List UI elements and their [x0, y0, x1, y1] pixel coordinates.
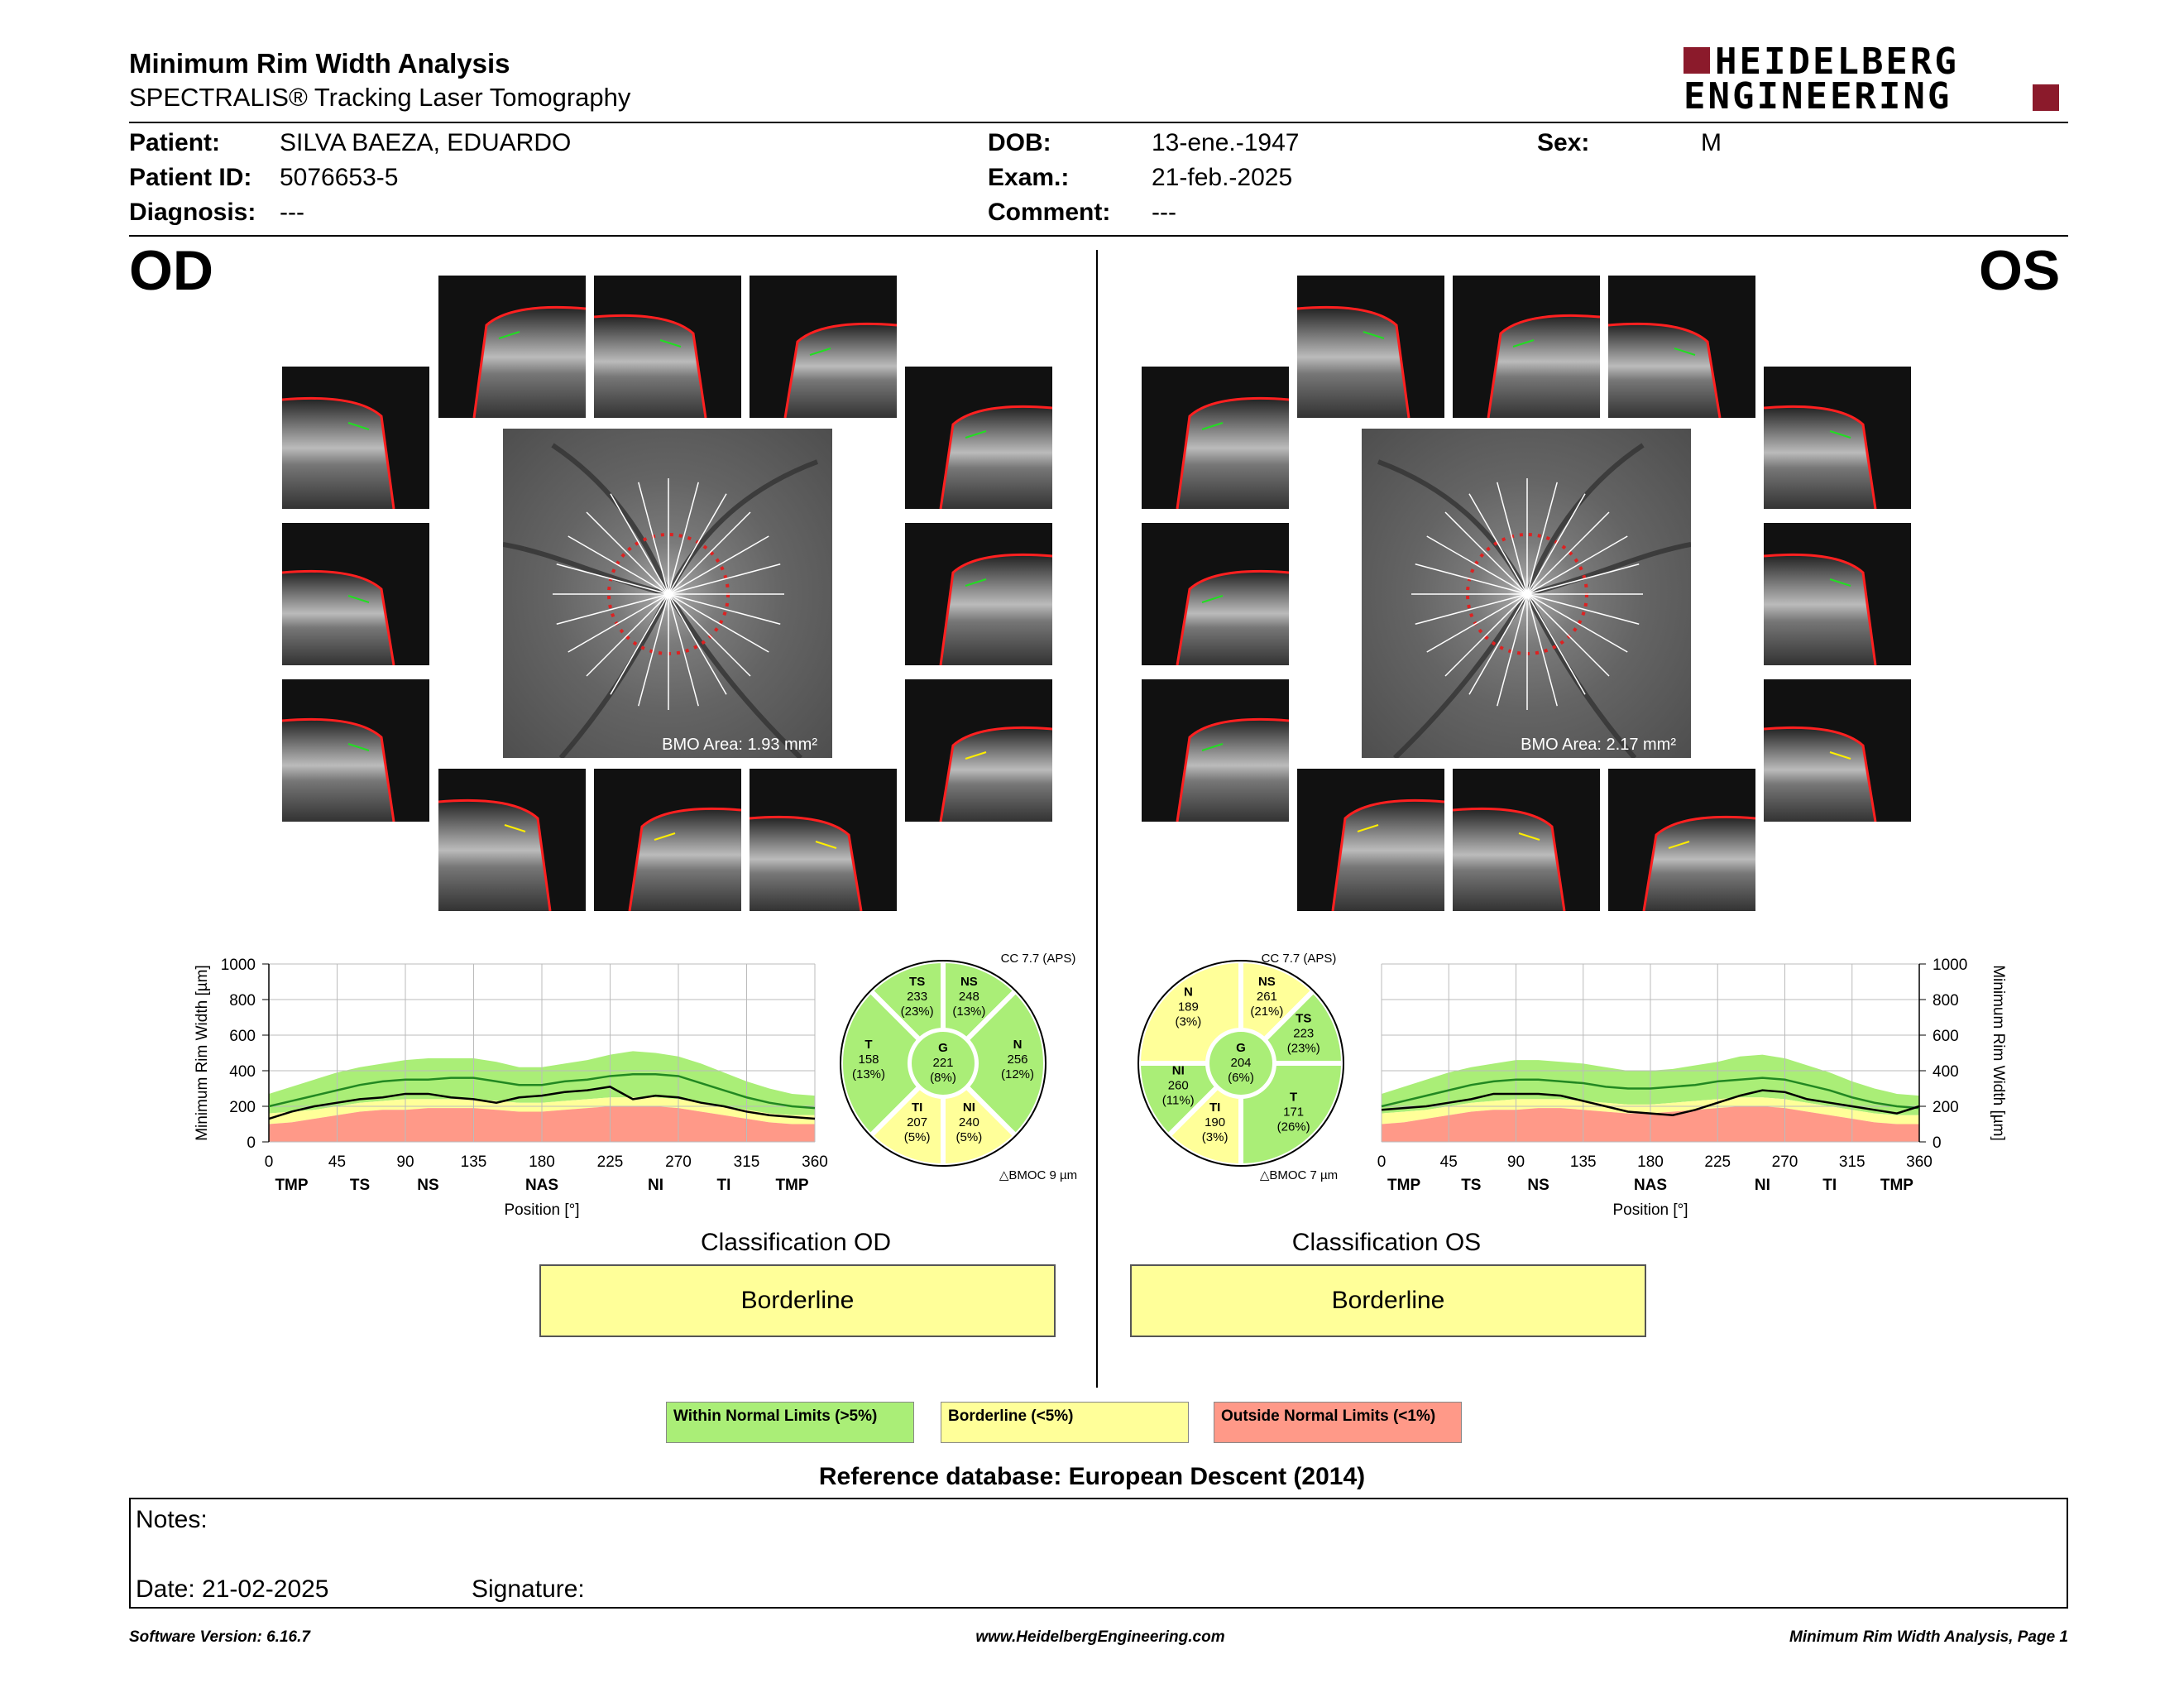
page-info: Minimum Rim Width Analysis, Page 1	[1789, 1628, 2068, 1646]
sector-label: NAS	[1633, 1177, 1668, 1194]
y-tick-label: 1000	[1933, 957, 1968, 974]
sector-text: (13%)	[952, 1005, 986, 1019]
patient-value: SILVA BAEZA, EDUARDO	[280, 129, 572, 156]
logo-line2: ENGINEERING	[1684, 75, 1952, 117]
os-fundus-image	[1362, 429, 1691, 758]
sector-text: (11%)	[1161, 1093, 1195, 1108]
sector-text: TI	[911, 1100, 923, 1115]
patient-id-label: Patient ID:	[129, 164, 252, 191]
od-mrw-chart	[190, 947, 836, 1225]
y-tick-label: 600	[1933, 1028, 1959, 1045]
sector-text: 204	[1230, 1056, 1252, 1070]
x-tick-label: 360	[802, 1153, 828, 1171]
cc-label: CC 7.7 (APS)	[1000, 952, 1076, 966]
legend-outside-normal: Outside Normal Limits (<1%)	[1214, 1402, 1462, 1443]
od-bscan-tile	[594, 769, 741, 911]
y-tick-label: 400	[1933, 1063, 1959, 1081]
os-bscan-tile	[1608, 276, 1755, 418]
sector-text: TI	[1209, 1100, 1221, 1115]
sector-text: 207	[907, 1115, 928, 1129]
sector-text: NS	[960, 975, 978, 990]
od-bscan-tile	[438, 769, 586, 911]
y-tick-label: 400	[229, 1063, 256, 1081]
sector-text: 223	[1293, 1026, 1315, 1041]
os-label: OS	[1979, 239, 2061, 302]
sector-text: T	[864, 1038, 873, 1052]
od-classification-box: Borderline	[539, 1264, 1056, 1337]
reference-database: Reference database: European Descent (2014)	[818, 1463, 1366, 1490]
od-bscan-tile	[750, 769, 897, 911]
sector-label: NI	[648, 1177, 663, 1194]
sector-text: (23%)	[900, 1005, 934, 1019]
report-subtitle: SPECTRALIS® Tracking Laser Tomography	[129, 83, 631, 112]
sector-text: (26%)	[1276, 1120, 1310, 1134]
sector-label: TMP	[1387, 1177, 1421, 1194]
sector-label: TS	[1461, 1177, 1482, 1194]
os-bscan-tile	[1608, 769, 1755, 911]
sector-text: 158	[858, 1053, 879, 1067]
od-sector-pie	[836, 947, 1084, 1183]
notes-label: Notes:	[136, 1506, 208, 1533]
patient-id-value: 5076653-5	[280, 164, 399, 191]
od-bscan-tile	[282, 679, 429, 822]
os-mrw-chart	[1357, 947, 2019, 1225]
od-bscan-tile	[905, 367, 1052, 509]
x-tick-label: 225	[596, 1153, 624, 1171]
x-tick-label: 45	[1439, 1153, 1458, 1171]
diagnosis-label: Diagnosis:	[129, 199, 256, 226]
sector-text: (5%)	[956, 1129, 983, 1144]
os-bscan-tile	[1453, 769, 1600, 911]
od-fundus-image	[503, 429, 832, 758]
sector-text: (12%)	[1000, 1067, 1035, 1081]
sector-text: (6%)	[1228, 1071, 1254, 1085]
os-bscan-tile	[1764, 523, 1911, 665]
os-classification-title: Classification OS	[1291, 1229, 1482, 1256]
sector-text: (23%)	[1286, 1041, 1320, 1056]
os-bmo-area: BMO Area: 2.17 mm²	[1521, 736, 1676, 754]
cc-label: CC 7.7 (APS)	[1261, 952, 1337, 966]
od-bscan-tile	[905, 679, 1052, 822]
sector-text: 190	[1205, 1115, 1226, 1129]
x-tick-label: 90	[1506, 1153, 1525, 1171]
signature-label: Signature:	[472, 1575, 585, 1603]
y-tick-label: 600	[229, 1028, 256, 1045]
comment-value: ---	[1152, 199, 1176, 226]
sector-text: 189	[1177, 1000, 1199, 1014]
heidelberg-logo	[1684, 41, 2068, 117]
sector-label: TMP	[775, 1177, 809, 1194]
sector-text: G	[938, 1041, 948, 1055]
x-tick-label: 90	[396, 1153, 414, 1171]
sector-text: (5%)	[903, 1129, 931, 1144]
y-tick-label: 200	[1933, 1099, 1959, 1116]
delta-bmoc-label: △BMOC 9 µm	[999, 1168, 1078, 1182]
y-tick-label: 0	[1933, 1134, 1942, 1152]
sector-text: G	[1236, 1041, 1246, 1055]
sector-text: N	[1183, 985, 1193, 1000]
y-tick-label: 0	[247, 1134, 256, 1152]
sector-text: 171	[1283, 1105, 1305, 1120]
os-bscan-tile	[1764, 679, 1911, 822]
sector-text: (13%)	[851, 1067, 886, 1081]
sector-text: (21%)	[1250, 1005, 1284, 1019]
diagnosis-value: ---	[280, 199, 304, 226]
sector-text: (3%)	[1175, 1014, 1202, 1029]
x-tick-label: 315	[733, 1153, 760, 1171]
x-tick-label: 45	[328, 1153, 347, 1171]
x-axis-label: Position [°]	[1612, 1201, 1688, 1219]
legend-within-normal: Within Normal Limits (>5%)	[666, 1402, 914, 1443]
sector-text: (3%)	[1201, 1129, 1228, 1144]
y-tick-label: 1000	[220, 957, 256, 974]
y-tick-label: 800	[229, 992, 256, 1009]
sector-label: NS	[417, 1177, 439, 1194]
exam-label: Exam.:	[988, 164, 1070, 191]
center-divider	[1096, 250, 1098, 1388]
od-bscan-tile	[905, 523, 1052, 665]
od-classification-title: Classification OD	[700, 1229, 892, 1256]
comment-label: Comment:	[988, 199, 1111, 226]
sector-text: 221	[932, 1056, 954, 1070]
logo-line1: HEIDELBERG	[1715, 41, 1959, 83]
x-tick-label: 0	[264, 1153, 274, 1171]
sector-text: NI	[1171, 1063, 1185, 1078]
os-sector-pie	[1133, 947, 1382, 1183]
sex-label: Sex:	[1537, 129, 1590, 156]
od-bscan-tile	[594, 276, 741, 418]
x-tick-label: 270	[665, 1153, 692, 1171]
od-bscan-tile	[438, 276, 586, 418]
x-tick-label: 270	[1771, 1153, 1798, 1171]
x-axis-label: Position [°]	[504, 1201, 580, 1219]
sector-text: 248	[958, 990, 979, 1005]
os-bscan-tile	[1297, 769, 1444, 911]
y-tick-label: 200	[229, 1099, 256, 1116]
x-tick-label: 135	[1569, 1153, 1597, 1171]
x-tick-label: 135	[460, 1153, 487, 1171]
sector-label: TMP	[1880, 1177, 1913, 1194]
sector-label: TI	[1822, 1177, 1837, 1194]
report-title: Minimum Rim Width Analysis	[129, 48, 510, 79]
x-tick-label: 180	[529, 1153, 555, 1171]
sector-text: NI	[962, 1100, 975, 1115]
sector-text: TS	[909, 975, 926, 990]
dob-value: 13-ene.-1947	[1152, 129, 1300, 156]
date-label: Date: 21-02-2025	[136, 1575, 329, 1603]
os-bscan-tile	[1453, 276, 1600, 418]
dob-label: DOB:	[988, 129, 1051, 156]
website: www.HeidelbergEngineering.com	[975, 1628, 1225, 1646]
sector-label: NI	[1754, 1177, 1770, 1194]
sex-value: M	[1701, 129, 1722, 156]
sector-text: 261	[1256, 990, 1277, 1005]
sector-label: NAS	[524, 1177, 559, 1194]
y-axis-label: Minimum Rim Width [µm]	[1990, 965, 2007, 1141]
sector-label: NS	[1527, 1177, 1549, 1194]
exam-value: 21-feb.-2025	[1152, 164, 1293, 191]
os-bscan-tile	[1142, 523, 1289, 665]
legend-borderline: Borderline (<5%)	[941, 1402, 1189, 1443]
x-tick-label: 0	[1377, 1153, 1387, 1171]
sector-text: N	[1013, 1038, 1023, 1052]
od-label: OD	[129, 239, 213, 302]
sector-text: (8%)	[930, 1071, 956, 1085]
sector-text: NS	[1257, 975, 1276, 990]
x-tick-label: 360	[1906, 1153, 1933, 1171]
x-tick-label: 225	[1704, 1153, 1731, 1171]
od-bscan-tile	[282, 523, 429, 665]
sector-label: TMP	[275, 1177, 309, 1194]
os-classification-box: Borderline	[1130, 1264, 1646, 1337]
sector-label: TS	[349, 1177, 371, 1194]
sector-text: T	[1290, 1090, 1298, 1105]
software-version: Software Version: 6.16.7	[129, 1628, 310, 1646]
od-bscan-tile	[282, 367, 429, 509]
sector-text: 260	[1167, 1078, 1189, 1093]
patient-label: Patient:	[129, 129, 221, 156]
x-tick-label: 180	[1637, 1153, 1664, 1171]
notes-box	[129, 1498, 2068, 1609]
y-axis-label: Minimum Rim Width [µm]	[194, 965, 211, 1141]
os-bscan-tile	[1297, 276, 1444, 418]
y-tick-label: 800	[1933, 992, 1959, 1009]
sector-text: 240	[958, 1115, 979, 1129]
sector-text: TS	[1296, 1011, 1312, 1026]
sector-text: 256	[1007, 1053, 1028, 1067]
od-bscan-tile	[750, 276, 897, 418]
os-bscan-tile	[1764, 367, 1911, 509]
x-tick-label: 315	[1838, 1153, 1866, 1171]
delta-bmoc-label: △BMOC 7 µm	[1259, 1168, 1339, 1182]
od-bmo-area: BMO Area: 1.93 mm²	[662, 736, 817, 754]
sector-label: TI	[716, 1177, 731, 1194]
os-bscan-tile	[1142, 367, 1289, 509]
os-bscan-tile	[1142, 679, 1289, 822]
sector-text: 233	[907, 990, 928, 1005]
